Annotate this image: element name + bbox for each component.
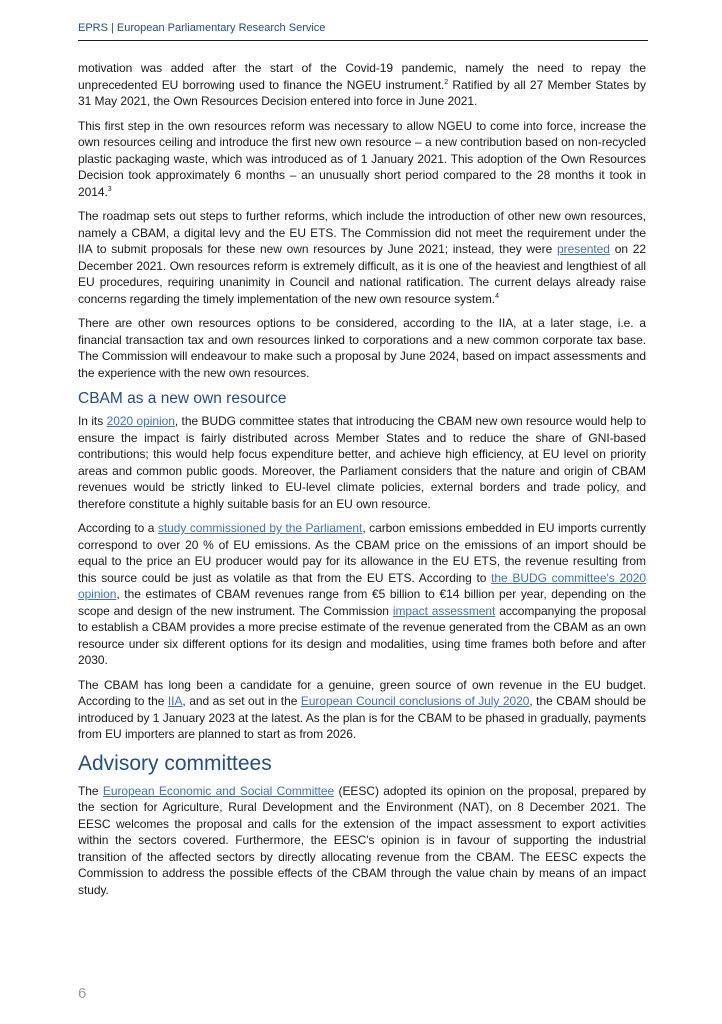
heading-cbam-own-resource: CBAM as a new own resource bbox=[78, 390, 287, 407]
paragraph-7: The CBAM has long been a candidate for a genuine, green source of own revenue in the EU budget. According to the IIA, and as set out in the European Council conclusions of July 2020, the CBAM should be introduced by 1 January 2023 at the latest. As the plan is for the CBAM to be phased in gradually, payments from EU importers are planned to start as from 2026. bbox=[78, 677, 647, 741]
link-2020-opinion[interactable]: 2020 opinion bbox=[106, 414, 175, 428]
footnote-ref-4[interactable]: 4 bbox=[495, 292, 499, 300]
link-study-commissioned[interactable]: study commissioned by the Parliament bbox=[157, 521, 363, 535]
footnote-ref-3[interactable]: 3 bbox=[107, 185, 112, 193]
running-header: EPRS | European Parliamentary Research Service bbox=[78, 22, 648, 41]
link-budg-opinion[interactable]: the BUDG committee's 2020 opinion bbox=[78, 570, 646, 601]
footnote-ref-2[interactable]: 2 bbox=[444, 78, 449, 86]
paragraph-5: In its 2020 opinion, the BUDG committee states that introducing the CBAM new own resource would help to ensure the impact is fairly distributed across Member States and to reduce the share of GNI-based contributions; this would help focus expenditure better, and achieve high efficiency, at EU level on priority areas and common public goods. Moreover, the Parliament considers that the nature and origin of CBAM revenues would be strictly linked to EU-level climate policies, external borders and trade policy, and therefore constitute a highly suitable basis for an EU own resource. bbox=[78, 414, 646, 511]
link-eesc[interactable]: European Economic and Social Committee bbox=[102, 783, 335, 798]
heading-advisory-committees: Advisory committees bbox=[78, 751, 272, 775]
paragraph-6: According to a study commissioned by the Parliament, carbon emissions embedded in EU imports currently correspond to over 20 % of EU emissions. As the CBAM price on the emissions of an import should be equal to the price an EU producer would pay for its allowance in the EU ETS, the revenue resulting from this source could be just as volatile as that from the EU ETS. According to the BUDG committee's 2020 opinion, the estimates of CBAM revenues range from €5 billion to €14 billion per year, depending on the scope and design of the new instrument. The Commission impact assessment accompanying the proposal to establish a CBAM provides a more precise estimate of the revenue generated from the CBAM as an own resource under six different options for its design and modalities, using time frames both before and after 2030. bbox=[78, 521, 646, 667]
paragraph-1: motivation was added after the start of the Covid-19 pandemic, namely the need to repay the unprecedented EU borrowing used to finance the NGEU instrument.$^2$ Ratified by all 27 Member States by 31 May 2021, the Own Resources Decision entered into force in June 2021. bbox=[78, 61, 646, 108]
page-number: 6 bbox=[78, 985, 87, 1002]
link-impact-assessment[interactable]: impact assessment bbox=[392, 603, 496, 618]
paragraph-2: This first step in the own resources reform was necessary to allow NGEU to come into force, increase the own resources ceiling and introduce the first new own resource – a new contribution based on non-recycled plastic packaging waste, which was introduced as of 1 January 2021. This adoption of the Own Resources Decision took approximately 6 months – an unusually short period compared to the 28 months it took in 2014.$^3$ bbox=[78, 118, 646, 199]
link-european-council-conclusions[interactable]: European Council conclusions of July 2020 bbox=[300, 694, 530, 708]
main-content bbox=[78, 60, 646, 906]
paragraph-3: The roadmap sets out steps to further reforms, which include the introduction of other new own resources, namely a CBAM, a digital levy and the EU ETS. The Commission did not meet the requirement under the IIA to submit proposals for these new own resources by June 2021; instead, they were presented on 22 December 2021. Own resources reform is extremely difficult, as it is one of the heaviest and lengthiest of all EU procedures, requiring unanimity in Council and national ratification. The current delays already raise concerns regarding the timely implementation of the new own resource system.$^4$ bbox=[78, 209, 646, 306]
paragraph-8: The European Economic and Social Committee (EESC) adopted its opinion on the proposal, prepared by the section for Agriculture, Rural Development and the Environment (NAT), on 8 December 2021. The EESC welcomes the proposal and calls for the extension of the impact assessment to export activities within the sectors covered. Furthermore, the EESC's opinion is in favour of supporting the industrial transition of the affected sectors by directly allocating revenue from the CBAM. The EESC expects the Commission to address the possible effects of the CBAM through the value chain by means of an impact study. bbox=[78, 783, 647, 897]
link-presented[interactable]: presented bbox=[557, 242, 610, 256]
link-iia[interactable]: IIA bbox=[167, 694, 183, 708]
paragraph-4: There are other own resources options to be considered, according to the IIA, at a later stage, i.e. a financial transaction tax and own resources linked to corporations and a new common corporate tax base. The Commission will endeavour to make such a proposal by June 2024, based on impact assessments and the experience with the new own resources. bbox=[78, 316, 646, 380]
